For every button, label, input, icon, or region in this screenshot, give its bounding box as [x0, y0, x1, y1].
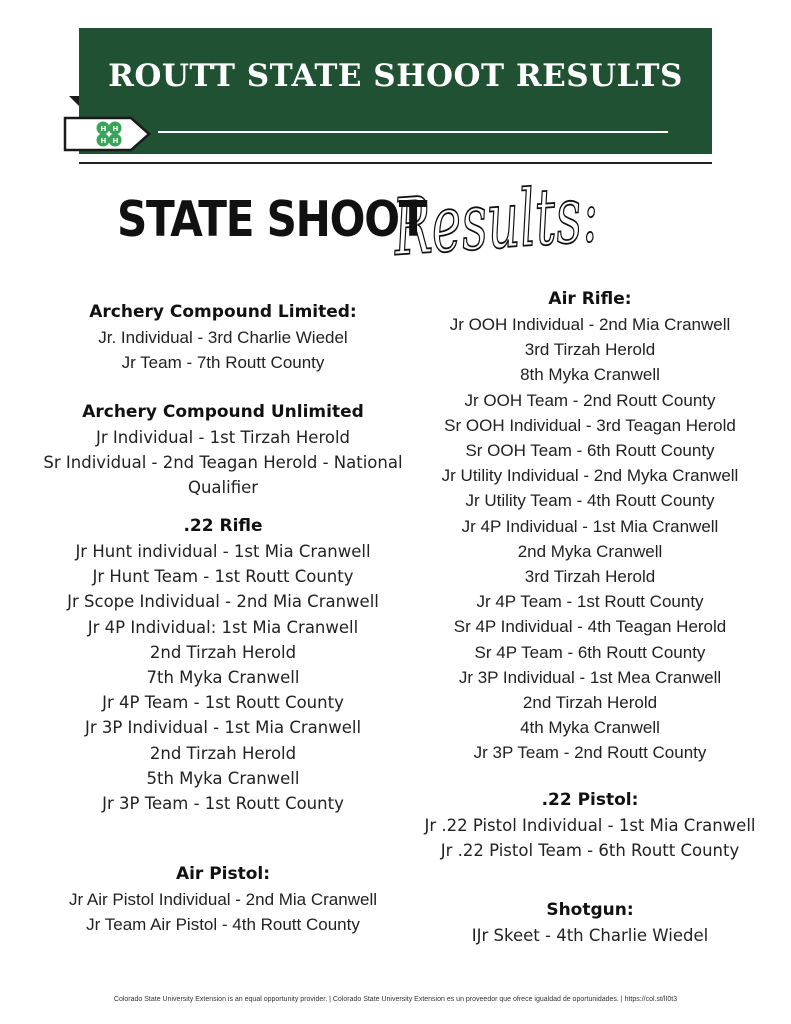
result-line: Sr OOH Individual - 3rd Teagan Herold: [444, 415, 736, 435]
result-line: Jr 3P Team - 2nd Routt County: [473, 743, 707, 763]
page-heading: STATE SHOOT: [117, 191, 427, 248]
banner-title: ROUTT STATE SHOOT RESULTS: [108, 58, 683, 94]
svg-text:H: H: [100, 137, 107, 145]
result-line: Jr Scope Individual - 2nd Mia Cranwell: [67, 592, 379, 612]
result-line: Jr 3P Team - 1st Routt County: [102, 794, 344, 814]
air-rifle-section: [410, 287, 770, 766]
result-line: Jr Hunt individual - 1st Mia Cranwell: [75, 542, 371, 561]
svg-text:H: H: [112, 125, 119, 133]
section-title: .22 Pistol:: [541, 790, 639, 810]
result-line: 7th Myka Cranwell: [146, 668, 300, 688]
result-line: Jr Team - 7th Routt County: [121, 353, 325, 373]
result-line: Sr 4P Individual - 4th Teagan Herold: [453, 617, 727, 637]
result-line: 3rd Tirzah Herold: [524, 567, 656, 587]
result-line: Jr Individual - 1st Tirzah Herold: [95, 428, 351, 447]
result-line: Jr 3P Individual - 1st Mea Cranwell: [458, 667, 722, 687]
result-line: Jr .22 Pistol Team - 6th Routt County: [440, 841, 740, 861]
result-line: Jr Hunt Team - 1st Routt County: [92, 567, 354, 587]
pistol22-section: [410, 788, 770, 863]
section-title: .22 Rifle: [183, 516, 263, 536]
result-line: Jr Utility Individual - 2nd Myka Cranwell: [441, 466, 739, 486]
svg-text:H: H: [100, 125, 107, 133]
section-title: Air Pistol:: [175, 864, 271, 884]
result-line: Jr. Individual - 3rd Charlie Wiedel: [98, 328, 348, 347]
result-line: Jr 3P Individual - 1st Mia Cranwell: [84, 718, 362, 738]
result-line: Jr Air Pistol Individual - 2nd Mia Cranwell: [68, 890, 377, 909]
air-pistol-section: [18, 862, 428, 937]
result-line: 5th Myka Cranwell: [146, 768, 300, 788]
rifle22-section: [18, 514, 428, 816]
result-line: Sr Individual - 2nd Teagan Herold - National: [43, 453, 403, 473]
result-line: 2nd Tirzah Herold: [149, 642, 297, 662]
archery-limited-section: [18, 300, 428, 375]
section-title: Air Rifle:: [548, 289, 632, 309]
result-line: Jr 4P Team - 1st Routt County: [476, 592, 704, 612]
title-banner: [79, 28, 712, 154]
result-line: Jr 4P Individual - 1st Mia Cranwell: [461, 516, 719, 536]
result-line: Sr 4P Team - 6th Routt County: [474, 642, 706, 662]
result-line: Jr OOH Individual - 2nd Mia Cranwell: [449, 315, 731, 334]
result-line: Qualifier: [187, 478, 259, 498]
result-line: 8th Myka Cranwell: [520, 365, 660, 385]
result-line: Jr 4P Individual: 1st Mia Cranwell: [87, 617, 359, 637]
result-line: Sr OOH Team - 6th Routt County: [465, 441, 715, 461]
section-title: Archery Compound Unlimited: [82, 402, 364, 422]
banner-divider: [158, 131, 668, 133]
four-h-clover-icon: [63, 96, 153, 161]
footer-disclaimer: Colorado State University Extension is an equal opportunity provider. | Colorado State University Extension es un proveedor que ofrece igualdad de oportunidades. | https://col.st/lI0t3: [113, 996, 678, 1003]
svg-text:H: H: [112, 137, 119, 145]
script-heading: [390, 160, 714, 290]
result-line: 2nd Myka Cranwell: [517, 541, 663, 561]
archery-unlimited-section: [18, 400, 428, 501]
result-line: Jr Team Air Pistol - 4th Routt County: [86, 915, 360, 935]
script-heading-text: Results:: [390, 161, 714, 274]
section-title: Shotgun:: [546, 900, 634, 920]
result-line: 2nd Tirzah Herold: [149, 743, 297, 763]
result-line: Jr .22 Pistol Individual - 1st Mia Cranwell: [424, 816, 756, 835]
result-line: Jr Utility Team - 4th Routt County: [465, 491, 715, 511]
shotgun-section: [410, 898, 770, 948]
result-line: 2nd Tirzah Herold: [522, 693, 658, 713]
result-line: IJr Skeet - 4th Charlie Wiedel: [471, 926, 709, 945]
result-line: Jr OOH Team - 2nd Routt County: [464, 390, 716, 410]
result-line: Jr 4P Team - 1st Routt County: [102, 693, 344, 713]
section-title: Archery Compound Limited:: [89, 302, 357, 322]
result-line: 4th Myka Cranwell: [520, 718, 660, 738]
result-line: 3rd Tirzah Herold: [524, 340, 656, 360]
